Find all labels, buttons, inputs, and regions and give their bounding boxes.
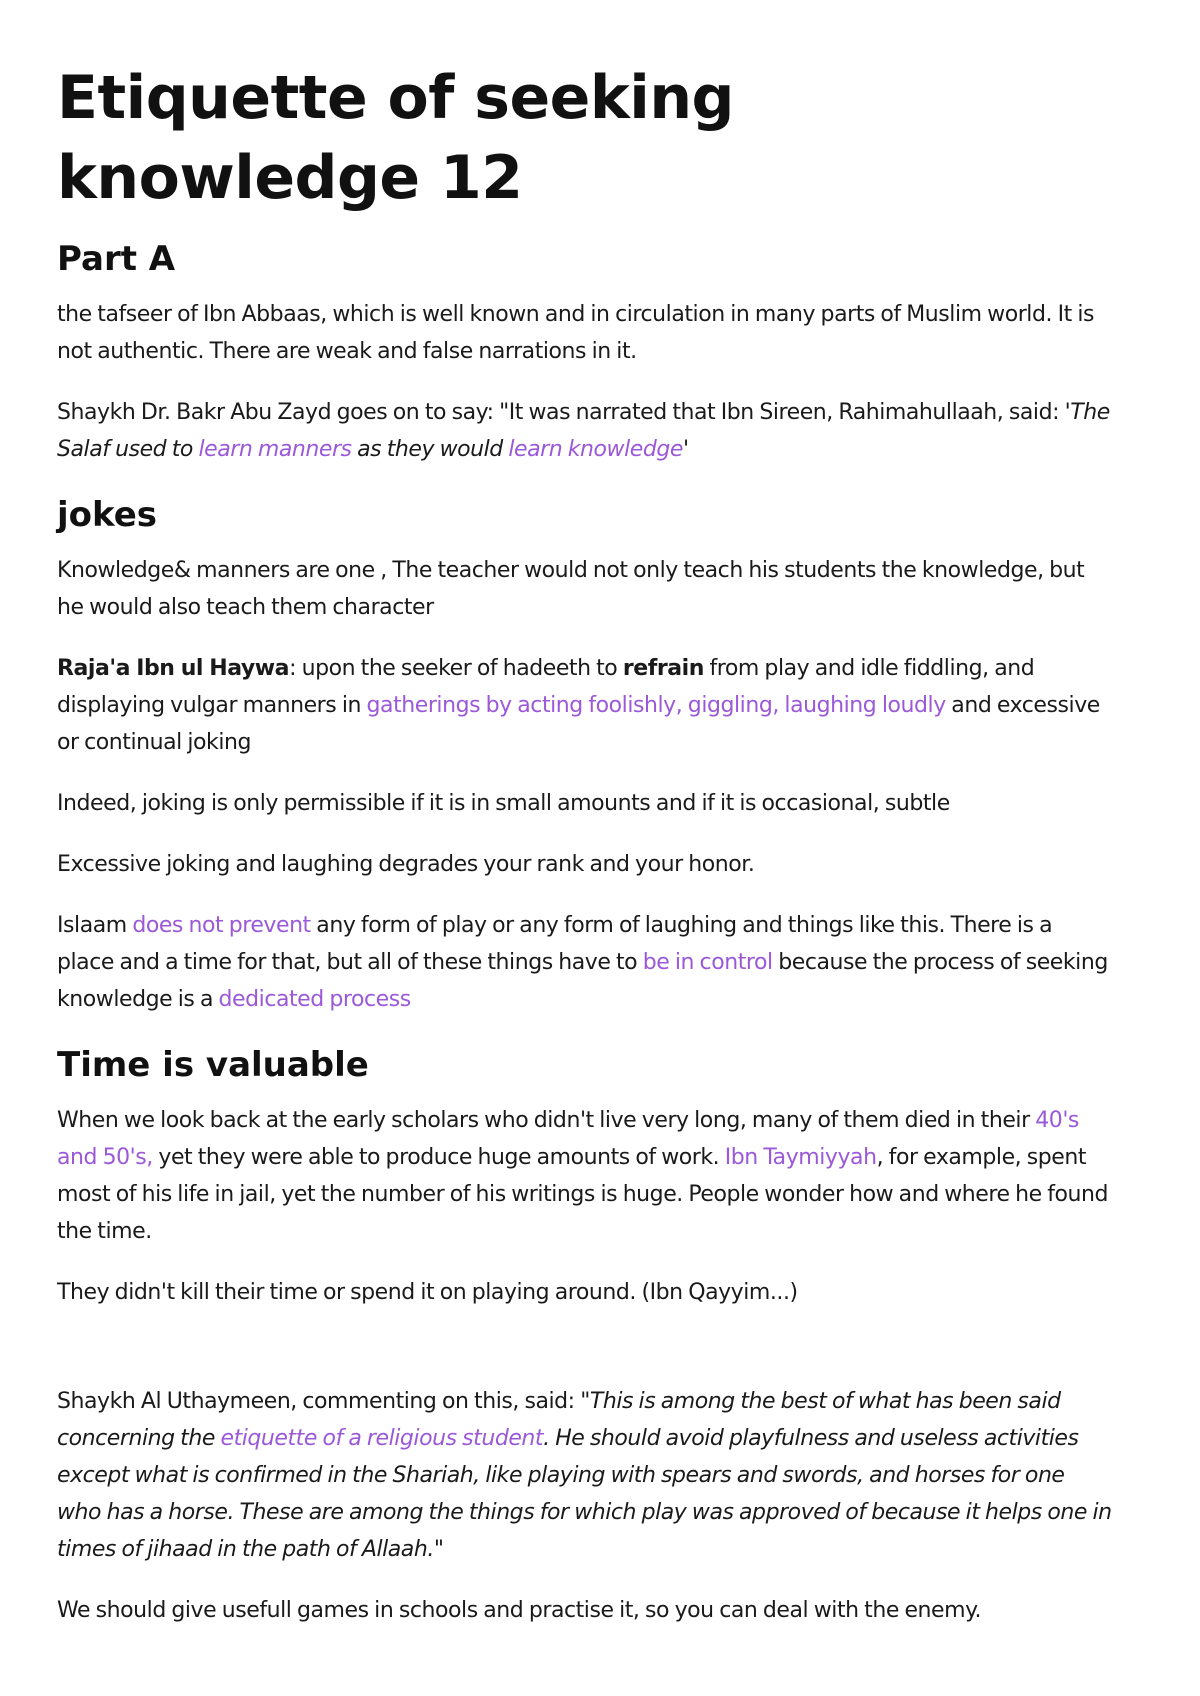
text-run: any form of play or any form of laughing and things like this. There is a place and a time for that, but all of these things have to: [57, 913, 1053, 975]
highlight-does-not-prevent: does not prevent: [132, 913, 311, 938]
paragraph-tafseer: the tafseer of Ibn Abbaas, which is well known and in circulation in many parts of Muslim world. It is not authentic. There are weak and false narrations in it.: [57, 302, 1095, 364]
highlight-gatherings: gatherings by acting foolishly, giggling, laughing loudly: [366, 693, 946, 718]
paragraph-excessive-joking: Excessive joking and laughing degrades your rank and your honor.: [57, 852, 755, 877]
quote-run: 'The Salaf used to: [57, 400, 1110, 462]
text-run: Shaykh Dr. Bakr Abu Zayd goes on to say: "It was narrated that Ibn Sireen, Rahimahullaah, said:: [57, 400, 1065, 425]
text-run: yet they were able to produce huge amounts of work.: [152, 1145, 725, 1170]
bold-name-raja: Raja'a Ibn ul Haywa: [57, 656, 290, 681]
paragraph-early-scholars: [57, 1102, 1112, 1250]
highlight-etiquette-student: etiquette of a religious student: [220, 1426, 544, 1451]
highlight-learn-manners: learn manners: [198, 437, 352, 462]
paragraph-islaam: [57, 907, 1112, 1018]
text-run: Islaam: [57, 913, 133, 938]
paragraph-useful-games: We should give usefull games in schools and practise it, so you can deal with the enemy.: [57, 1598, 982, 1623]
text-run: because the process of seeking knowledge is a: [57, 950, 1108, 1012]
text-run: and excessive or continual joking: [57, 693, 1100, 755]
quote-run: . He should avoid playfulness and useless activities except what is confirmed in the Shariah, like playing with spears and swords, and horses for one who has a horse. These are among the things for which play was approved of because it helps one in times of jihaad in the path of Allaah.": [57, 1426, 1112, 1562]
text-run: When we look back at the early scholars who didn't live very long, many of them died in their: [57, 1108, 1036, 1133]
text-run: Shaykh Al Uthaymeen, commenting on this, said:: [57, 1389, 581, 1414]
paragraph-ibn-sireen: [57, 394, 1112, 468]
page-title: Etiquette of seeking knowledge 12: [57, 63, 734, 213]
highlight-be-in-control: be in control: [642, 950, 773, 975]
blank-space: [57, 1335, 1112, 1383]
text-run: : upon the seeker of hadeeth to: [289, 656, 623, 681]
text-run: from play and idle fiddling, and displaying vulgar manners in: [57, 656, 1035, 718]
highlight-dedicated-process: dedicated process: [218, 987, 411, 1012]
highlight-40s-50s: 40's and 50's,: [57, 1108, 1079, 1170]
paragraph-uthaymeen: [57, 1383, 1112, 1568]
paragraph-joking-permissible: Indeed, joking is only permissible if it is in small amounts and if it is occasional, subtle: [57, 791, 950, 816]
heading-time-is-valuable: Time is valuable: [57, 1045, 369, 1085]
highlight-learn-knowledge: learn knowledge: [508, 437, 683, 462]
paragraph-raja: [57, 650, 1112, 761]
quote-run: "This is among the best of what has been said concerning the: [57, 1389, 1061, 1451]
quote-run: as they would: [351, 437, 509, 462]
highlight-ibn-taymiyyah: Ibn Taymiyyah: [724, 1145, 877, 1170]
bold-refrain: refrain: [622, 656, 704, 681]
paragraph-kill-time: They didn't kill their time or spend it on playing around. (Ibn Qayyim...): [57, 1280, 798, 1305]
heading-part-a: Part A: [57, 239, 176, 279]
quote-run: ': [682, 437, 689, 462]
paragraph-knowledge-manners: Knowledge& manners are one , The teacher would not only teach his students the knowledge, but he would also teach them character: [57, 558, 1085, 620]
text-run: , for example, spent most of his life in jail, yet the number of his writings is huge. People wonder how and where he found the time.: [57, 1145, 1109, 1244]
heading-jokes: jokes: [57, 495, 158, 535]
